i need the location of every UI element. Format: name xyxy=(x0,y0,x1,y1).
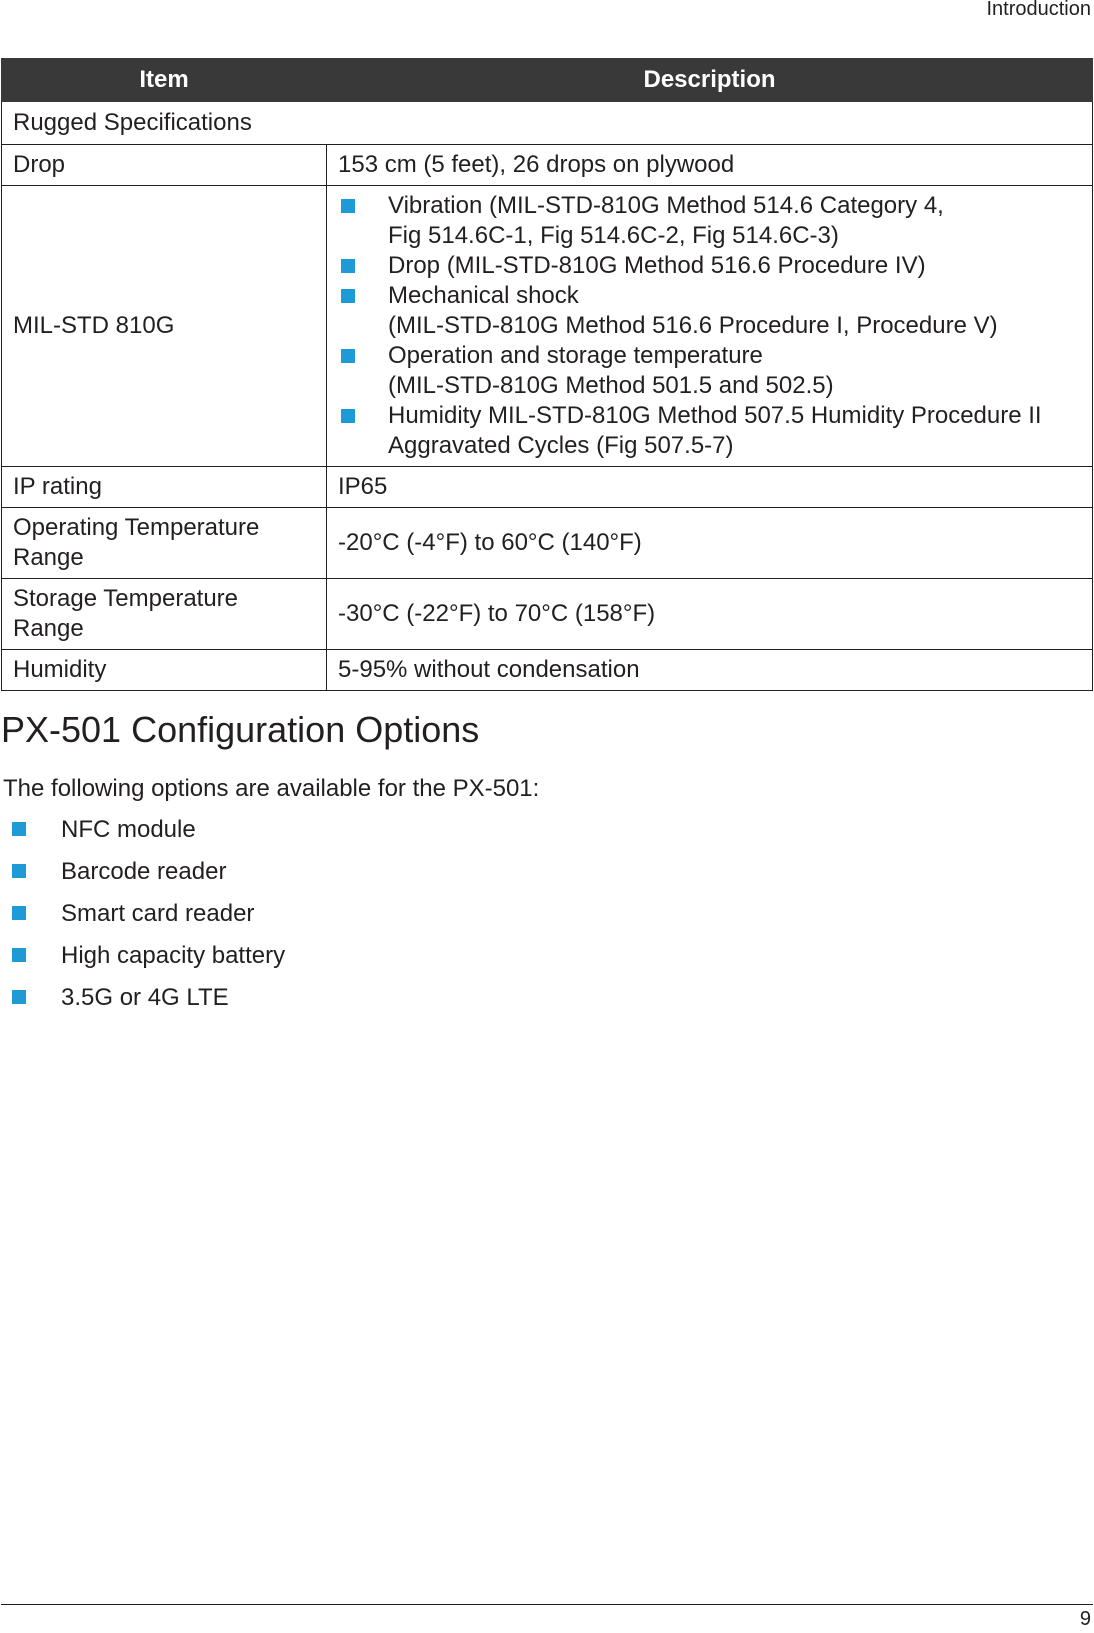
square-bullet-icon xyxy=(341,289,355,303)
footer-divider xyxy=(1,1604,1093,1605)
item-cell: Humidity xyxy=(2,650,327,691)
bullet-line: Mechanical shock xyxy=(388,282,579,309)
table-row xyxy=(2,508,1093,579)
list-item xyxy=(338,281,1081,341)
list-item xyxy=(12,857,285,899)
bullet-line: (MIL-STD-810G Method 501.5 and 502.5) xyxy=(388,372,834,399)
square-bullet-icon xyxy=(12,990,26,1004)
bullet-line: Operation and storage temperature xyxy=(388,342,763,369)
table-row xyxy=(2,650,1093,691)
description-cell xyxy=(327,186,1093,467)
square-bullet-icon xyxy=(341,409,355,423)
square-bullet-icon xyxy=(341,259,355,273)
description-cell: -20°C (-4°F) to 60°C (140°F) xyxy=(327,508,1093,579)
list-item xyxy=(338,341,1081,401)
column-header-description: Description xyxy=(327,59,1093,102)
bullet-line: Drop (MIL-STD-810G Method 516.6 Procedure IV) xyxy=(388,252,926,279)
square-bullet-icon xyxy=(341,199,355,213)
table-row xyxy=(2,467,1093,508)
option-label: Smart card reader xyxy=(61,900,255,927)
list-item xyxy=(338,401,1081,461)
option-label: High capacity battery xyxy=(61,942,286,969)
bullet-line: Aggravated Cycles (Fig 507.5-7) xyxy=(388,432,734,459)
bullet-line: Fig 514.6C-1, Fig 514.6C-2, Fig 514.6C-3) xyxy=(388,222,839,249)
square-bullet-icon xyxy=(12,822,26,836)
item-cell: Operating Temperature Range xyxy=(2,508,327,579)
table-row xyxy=(2,186,1093,467)
list-item xyxy=(12,941,285,983)
column-header-item: Item xyxy=(2,59,327,102)
table-row xyxy=(2,579,1093,650)
table-row xyxy=(2,145,1093,186)
square-bullet-icon xyxy=(12,906,26,920)
square-bullet-icon xyxy=(341,349,355,363)
running-header: Introduction xyxy=(986,0,1091,20)
description-cell: IP65 xyxy=(327,467,1093,508)
description-cell: -30°C (-22°F) to 70°C (158°F) xyxy=(327,579,1093,650)
list-item xyxy=(338,191,1081,251)
bullet-line: Humidity MIL-STD-810G Method 507.5 Humidity Procedure II xyxy=(388,402,1042,429)
rugged-spec-table xyxy=(1,58,1093,691)
item-cell: Drop xyxy=(2,145,327,186)
item-cell: IP rating xyxy=(2,467,327,508)
description-cell: 153 cm (5 feet), 26 drops on plywood xyxy=(327,145,1093,186)
list-item xyxy=(12,815,285,857)
option-label: Barcode reader xyxy=(61,858,227,885)
section-title: PX-501 Configuration Options xyxy=(1,709,480,750)
item-cell: Storage Temperature Range xyxy=(2,579,327,650)
list-item xyxy=(12,983,285,1025)
page-number: 9 xyxy=(1079,1608,1091,1630)
intro-paragraph: The following options are available for the PX-501: xyxy=(3,775,540,802)
section-label: Rugged Specifications xyxy=(2,102,1093,145)
list-item xyxy=(338,251,1081,281)
option-label: NFC module xyxy=(61,816,196,843)
table-header-row xyxy=(2,59,1093,102)
mil-std-bullet-list xyxy=(338,191,1081,461)
square-bullet-icon xyxy=(12,948,26,962)
option-label: 3.5G or 4G LTE xyxy=(61,984,229,1011)
table-section-row xyxy=(2,102,1093,145)
square-bullet-icon xyxy=(12,864,26,878)
list-item xyxy=(12,899,285,941)
description-cell: 5-95% without condensation xyxy=(327,650,1093,691)
item-cell: MIL-STD 810G xyxy=(2,186,327,467)
bullet-line: (MIL-STD-810G Method 516.6 Procedure I, Procedure V) xyxy=(388,312,998,339)
bullet-line: Vibration (MIL-STD-810G Method 514.6 Category 4, xyxy=(388,192,944,219)
options-list xyxy=(12,815,285,1025)
